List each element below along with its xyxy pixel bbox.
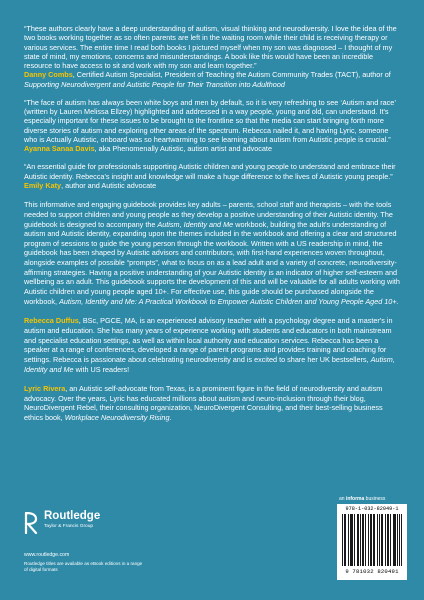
description-title-1: Autism, Identity and Me (157, 219, 234, 229)
ebook-note: Routledge titles are available as eBook editions in a range of digital formats (24, 561, 143, 573)
barcode-bar (362, 514, 363, 566)
imprint-line (339, 496, 385, 502)
barcode-bar (399, 514, 400, 566)
endorsement-quote-3: “An essential guide for professionals supporting Autistic children and young people to understand and embrace their Autistic identity. Rebecca's insight and knowledge will make a huge difference to the lives of Autistic young people.” (24, 162, 396, 181)
publisher-name: Routledge (44, 510, 101, 522)
barcode-bar (374, 514, 375, 566)
back-cover-content (24, 24, 402, 423)
barcode-bar (350, 514, 351, 566)
endorser-name-3: Emily Katy (24, 180, 62, 190)
barcode-bar (377, 514, 378, 566)
barcode-bar (381, 514, 382, 566)
barcode-bar (379, 514, 380, 566)
routledge-logo-icon (24, 512, 38, 534)
barcode-bar (401, 514, 402, 566)
barcode-bar (393, 514, 394, 566)
barcode-bar (373, 514, 374, 566)
barcode-bar (342, 514, 343, 566)
barcode-bar (385, 514, 386, 566)
author-bio-tail-2: . (169, 413, 172, 423)
barcode-bar (365, 514, 366, 566)
barcode-bar (354, 514, 355, 566)
barcode-bar (387, 514, 388, 566)
description-text-2: workbook, building the adult's understanding of autism and Autistic identity, expanding upon the themes included in the workbook and offering a clear and structured program of sessions to guide the young person through the workbook. Written with a US readership in mind, the guidebook has been shaped by Autistic advisors and contributors, with first-hand experiences woven throughout, alongside examples of possible “prompts”, what to focus on as a lead adult and a variety of concrete, neurodiversity-affirming strategies. Having a positive understanding of your Autistic identity is an indicator of higher self-esteem and wellbeing as an adult. This guidebook supports the development of this and will be valuable for all adults working with Autistic children and young people aged 10+. For effective use, this guide should be purchased alongside the workbook, (24, 219, 400, 306)
description-title-2: Autism, Identity and Me: A Practical Workbook to Empower Autistic Children and Young People Aged 10+. (59, 296, 399, 306)
barcode-bar (348, 514, 349, 566)
author-name-2: Lyric Rivera (24, 384, 66, 394)
author-bio-title-1: Autism, Identity and Me (24, 354, 395, 374)
author-bio-1 (24, 316, 402, 374)
barcode-bars (342, 514, 402, 566)
barcode-bar (363, 514, 364, 566)
author-bio-text-1: , BSc, PGCE, MA, is an experienced advisory teacher with a psychology degree and a master's in autism and education. She has many years of experience working with students and educators in both mainstream and specialist education settings, as well as within local authority and education services. Rebecca has been a speaker at a range of conferences, developed a range of parent programs and provides training and coaching for settings. Rebecca is passionate about celebrating neurodiversity and is excited to share her UK bestsellers, (24, 316, 393, 364)
endorser-role-3: , author and Autistic advocate (61, 180, 157, 190)
barcode-bar (390, 514, 391, 566)
imprint-suffix: business (364, 496, 386, 502)
barcode-bar (345, 514, 346, 566)
barcode-bar (371, 514, 372, 566)
barcode-bar (357, 514, 358, 566)
barcode-bar (344, 514, 345, 566)
author-bio-tail-1: with US readers! (73, 364, 130, 374)
barcode-bar (351, 514, 352, 566)
barcode-isbn-label: 978-1-032-82049-1 (345, 506, 399, 512)
isbn-barcode (337, 504, 407, 580)
author-bio-text-2: , an Autistic self-advocate from Texas, is a prominent figure in the field of neurodiversity and autism advocacy. Over the years, Lyric has educated millions about autism and neuro-inclusion through their blog, NeuroDivergent Rebel, their consulting organization, NeuroDivergent Consulting, and their best-selling business ethics book, (24, 384, 383, 423)
barcode-bar (358, 514, 359, 566)
endorser-book-title-1: Supporting Neurodivergent and Autistic People for Their Transition into Adulthood (24, 79, 285, 89)
publisher-website: www.routledge.com (24, 552, 70, 558)
author-name-1: Rebecca Duffus (24, 316, 79, 326)
publisher-group: Taylor & Francis Group (44, 524, 94, 529)
barcode-bar (352, 514, 353, 566)
barcode-bar (360, 514, 361, 566)
endorser-role-1: , Certified Autism Specialist, President of Teaching the Autism Community Trades (TACT), author of (72, 70, 391, 80)
endorser-name-2: Ayanna Sanaa Davis (24, 144, 95, 154)
barcode-bar (368, 514, 369, 566)
description-text-1: This informative and engaging guidebook provides key adults – parents, school staff and therapists – with the tools needed to support children and young people as they develop a positive understanding of their Autistic identity. The guidebook is designed to accompany the (24, 200, 393, 229)
endorsement-attribution-3 (24, 181, 402, 190)
book-description (24, 200, 402, 306)
imprint-prefix: an (339, 496, 346, 502)
endorsement-quote-1: “These authors clearly have a deep understanding of autism, visual thinking and neurodiversity. I love the idea of the two books working together as so often parents are left in the waiting room while their child is receiving therapy or various services. The entire time I read both books I pictured myself when my son was diagnosed – I thought of my state of mind, my emotions, concerns and misunderstandings. A book like this would have been an incredible resource to have access to sit and work with my son and learn together.” (24, 24, 397, 71)
endorser-name-1: Danny Combs (24, 70, 73, 80)
barcode-bar (397, 514, 398, 566)
barcode-bar (370, 514, 371, 566)
imprint-brand: informa (345, 496, 365, 502)
barcode-bar (394, 514, 395, 566)
barcode-bar (382, 514, 383, 566)
barcode-bar (388, 514, 389, 566)
author-bio-2 (24, 384, 402, 423)
endorsement-quote-2: “The face of autism has always been white boys and men by default, so it is very refreshing to see ‘Autism and race’ (written by Lauren Melissa Ellzey) highlighted and addressed in a way people, young and old, can understand. It's especially important for these issues to be brought to the frontline so that the media can start bringing forth more diverse stories of autism and exploring other areas of the spectrum. Rebecca nailed it, and having Lyric, someone who is Actually Autistic, onboard was so heartwarming to see learning about autism from Autistic people is crucial.” (24, 97, 396, 144)
endorsement-attribution-1 (24, 70, 402, 89)
endorsement-attribution-2 (24, 144, 402, 153)
author-bio-title-2: Workplace Neurodiversity Rising (64, 413, 170, 423)
endorser-role-2: , aka Phenomenally Autistic, autism artist and advocate (94, 144, 272, 154)
barcode-number: 9 781032 820491 (345, 568, 399, 575)
barcode-bar (395, 514, 396, 566)
publisher-logo (24, 510, 164, 550)
